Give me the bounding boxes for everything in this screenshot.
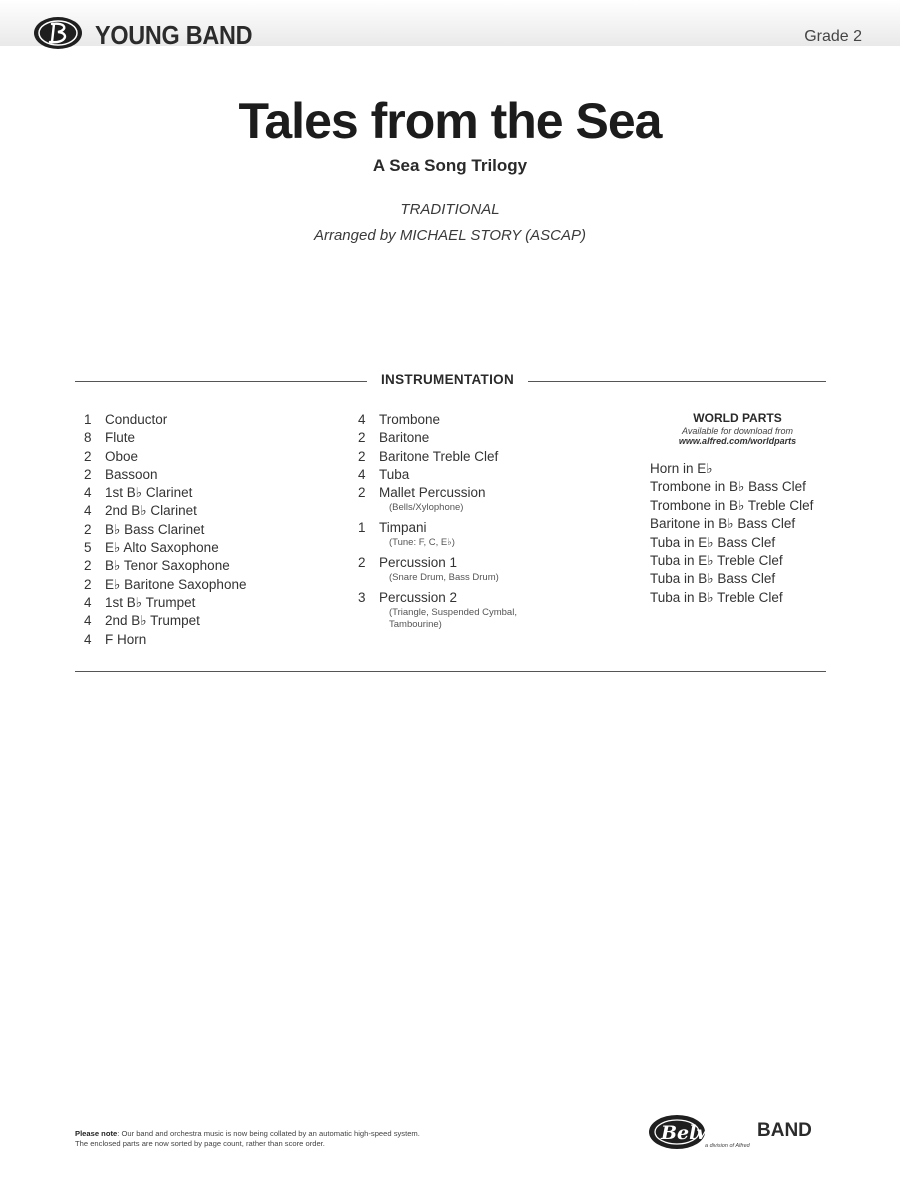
world-part-item: Tuba in B♭ Treble Clef: [650, 589, 783, 605]
series-name: YOUNG BAND: [95, 20, 253, 50]
instrument-quantity: 4: [84, 594, 92, 610]
world-parts-list: [650, 460, 825, 607]
instrument-name: 1st B♭ Trumpet: [105, 594, 196, 610]
young-band-logo-icon: [32, 14, 84, 52]
instrument-name: Bassoon: [105, 466, 158, 482]
instrument-item: [358, 589, 628, 632]
world-part-item: Tuba in B♭ Bass Clef: [650, 571, 776, 587]
instrument-quantity: 2: [358, 485, 366, 501]
grade-label: Grade 2: [804, 28, 862, 45]
world-part-item: Baritone in B♭ Bass Clef: [650, 516, 796, 532]
instrument-row: [84, 521, 344, 539]
belwin-logo-text: Belwin: [661, 1122, 734, 1144]
note-text: : Our band and orchestra music is now being collated by an automatic high-speed system.: [117, 1129, 420, 1138]
instrument-note: (Tune: F, C, E♭): [389, 537, 455, 549]
instrument-name: F Horn: [105, 631, 147, 647]
instrument-quantity: 2: [84, 466, 92, 482]
instrument-note: (Snare Drum, Bass Drum): [389, 572, 499, 584]
instrument-quantity: 8: [84, 430, 92, 446]
instrument-item: [358, 429, 628, 447]
instrument-name: Percussion 2: [379, 589, 458, 605]
instrument-row: [84, 557, 344, 575]
instrument-name: Tuba: [379, 466, 410, 482]
note-text-2: The enclosed parts are now sorted by page count, rather than score order.: [75, 1139, 325, 1148]
world-parts-title: WORLD PARTS: [693, 411, 782, 425]
arranger-credit: Arranged by MICHAEL STORY (ASCAP): [313, 227, 587, 244]
instrument-quantity: 2: [84, 558, 92, 574]
instrument-row: [84, 466, 344, 484]
instrument-name: 2nd B♭ Trumpet: [105, 613, 200, 629]
instrument-row: [84, 576, 344, 594]
world-part-item: Tuba in E♭ Treble Clef: [650, 552, 783, 568]
instrument-name: Conductor: [105, 412, 168, 427]
world-part-item: Tuba in E♭ Bass Clef: [650, 534, 776, 550]
instrument-name: Baritone: [379, 430, 430, 446]
instrument-row: [358, 429, 628, 447]
piece-subtitle: A Sea Song Trilogy: [372, 156, 528, 175]
instrument-list-left: [84, 411, 344, 649]
world-part-item: Horn in E♭: [650, 461, 713, 476]
instrument-name: Flute: [105, 430, 136, 446]
instrument-row: [358, 484, 628, 502]
section-rule-bottom: [75, 671, 826, 672]
instrument-quantity: 2: [358, 430, 366, 446]
instrumentation-heading: INSTRUMENTATION: [381, 372, 514, 387]
instrument-quantity: 4: [84, 485, 92, 501]
instrument-quantity: 1: [84, 412, 92, 427]
instrument-quantity: 4: [358, 412, 366, 427]
instrument-quantity: 2: [84, 448, 92, 464]
instrument-name: Percussion 1: [379, 554, 458, 570]
instrument-name: Mallet Percussion: [379, 485, 486, 501]
instrument-name: Baritone Treble Clef: [379, 448, 499, 464]
composer-credit: TRADITIONAL: [400, 201, 500, 218]
instrument-note: (Triangle, Suspended Cymbal, Tambourine): [389, 606, 517, 631]
note-label: Please note: [75, 1129, 118, 1138]
instrument-row: [84, 594, 344, 612]
instrument-row: [358, 448, 628, 466]
world-parts-url[interactable]: www.alfred.com/worldparts: [678, 436, 797, 446]
instrument-row: [358, 589, 628, 607]
instrument-quantity: 4: [84, 503, 92, 519]
section-rule-right: [528, 381, 826, 382]
instrument-row: [84, 502, 344, 520]
instrument-quantity: 4: [84, 613, 92, 629]
publisher-subtitle: a division of Alfred: [705, 1143, 750, 1149]
instrument-row: [84, 612, 344, 630]
instrument-row: [84, 448, 344, 466]
instrument-name: Trombone: [379, 412, 441, 427]
instrument-item: [358, 484, 628, 515]
collation-note: [75, 1129, 555, 1149]
instrument-list-middle: [358, 411, 628, 636]
instrument-name: Timpani: [379, 519, 427, 535]
publisher-name: BAND: [757, 1120, 812, 1141]
world-parts-availability: Available for download from: [682, 426, 793, 436]
instrument-name: E♭ Baritone Saxophone: [105, 576, 247, 592]
world-part-item: Trombone in B♭ Treble Clef: [650, 497, 814, 513]
instrument-name: B♭ Tenor Saxophone: [105, 558, 230, 574]
instrument-item: [358, 448, 628, 466]
world-parts-panel: [650, 411, 825, 607]
instrument-quantity: 4: [358, 466, 366, 482]
instrument-quantity: 1: [358, 519, 366, 535]
instrument-row: [84, 539, 344, 557]
instrument-name: E♭ Alto Saxophone: [105, 540, 219, 556]
instrument-name: 1st B♭ Clarinet: [105, 485, 193, 501]
instrument-item: [358, 411, 628, 429]
instrument-row: [84, 411, 344, 429]
instrument-quantity: 2: [84, 576, 92, 592]
instrument-quantity: 2: [358, 448, 366, 464]
instrument-quantity: 2: [84, 521, 92, 537]
instrument-row: [84, 429, 344, 447]
instrument-note: (Bells/Xylophone): [389, 502, 464, 514]
world-part-item: Trombone in B♭ Bass Clef: [650, 479, 806, 495]
instrument-name: 2nd B♭ Clarinet: [105, 503, 197, 519]
instrument-item: [358, 519, 628, 550]
instrument-row: [358, 519, 628, 537]
instrument-name: B♭ Bass Clarinet: [105, 521, 205, 537]
instrument-row: [358, 554, 628, 572]
instrument-quantity: 4: [84, 631, 92, 647]
instrument-name: Oboe: [105, 448, 139, 464]
section-rule-left: [75, 381, 367, 382]
instrument-quantity: 5: [84, 540, 92, 556]
instrument-row: [358, 466, 628, 484]
instrument-row: [84, 631, 344, 649]
piece-title: Tales from the Sea: [238, 93, 662, 149]
instrument-row: [358, 411, 628, 429]
instrument-item: [358, 466, 628, 484]
instrument-quantity: 3: [358, 589, 366, 605]
instrument-quantity: 2: [358, 554, 366, 570]
instrument-row: [84, 484, 344, 502]
instrument-item: [358, 554, 628, 585]
